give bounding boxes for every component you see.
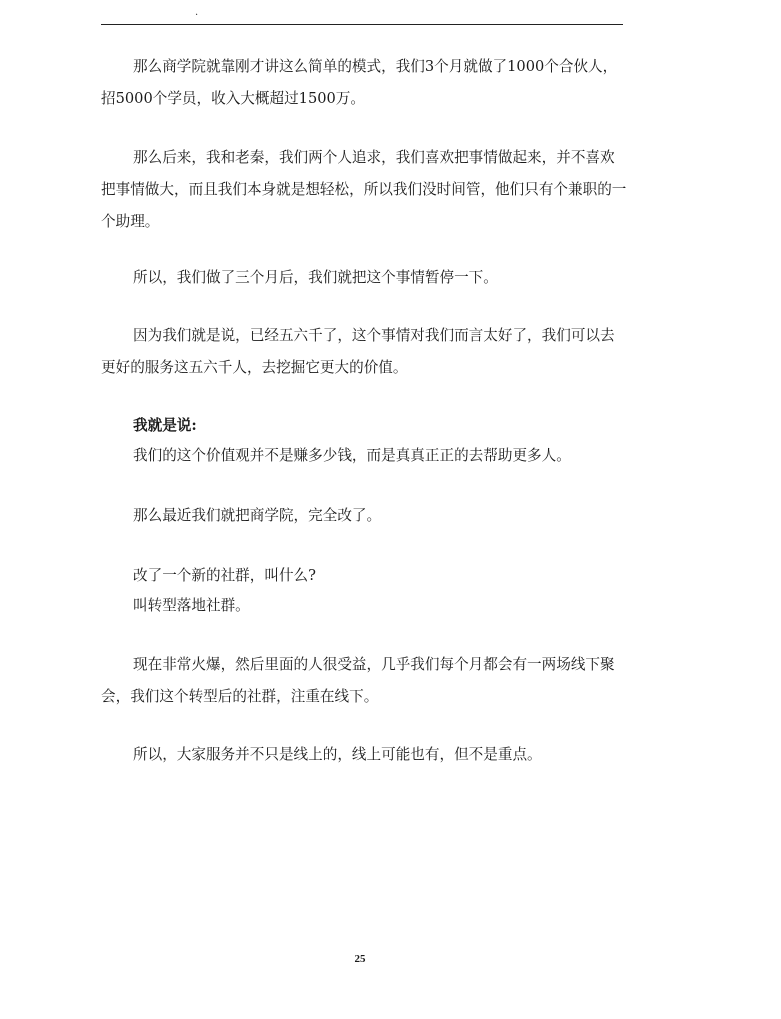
- paragraph-8: 叫转型落地社群。: [133, 597, 250, 614]
- header-mark: .: [195, 7, 199, 18]
- header-rule: [101, 24, 623, 25]
- paragraph-10: 所以，大家服务并不只是线上的，线上可能也有，但不是重点。: [133, 746, 542, 763]
- page-number: 25: [354, 953, 366, 965]
- paragraph-6: 那么最近我们就把商学院，完全改了。: [133, 507, 382, 524]
- paragraph-9: 现在非常火爆，然后里面的人很受益，几乎我们每个月都会有一两场线下聚会，我们这个转型后的社群，注重在线下。: [101, 656, 615, 705]
- paragraph-3: 所以，我们做了三个月后，我们就把这个事情暂停一下。: [133, 269, 498, 286]
- section-heading: 我就是说:: [133, 417, 197, 434]
- paragraph-7: 改了一个新的社群，叫什么?: [133, 567, 316, 584]
- paragraph-2: 那么后来，我和老秦，我们两个人追求，我们喜欢把事情做起来，并不喜欢把事情做大，而且我们本身就是想轻松，所以我们没时间管，他们只有个兼职的一个助理。: [101, 149, 627, 230]
- paragraph-4: 因为我们就是说，已经五六千了，这个事情对我们而言太好了，我们可以去更好的服务这五六千人，去挖掘它更大的价值。: [101, 327, 615, 376]
- paragraph-5: 我们的这个价值观并不是赚多少钱，而是真真正正的去帮助更多人。: [133, 447, 571, 464]
- paragraph-1: 那么商学院就靠刚才讲这么简单的模式，我们3个月就做了1000个合伙人，招5000个学员，收入大概超过1500万。: [101, 58, 618, 107]
